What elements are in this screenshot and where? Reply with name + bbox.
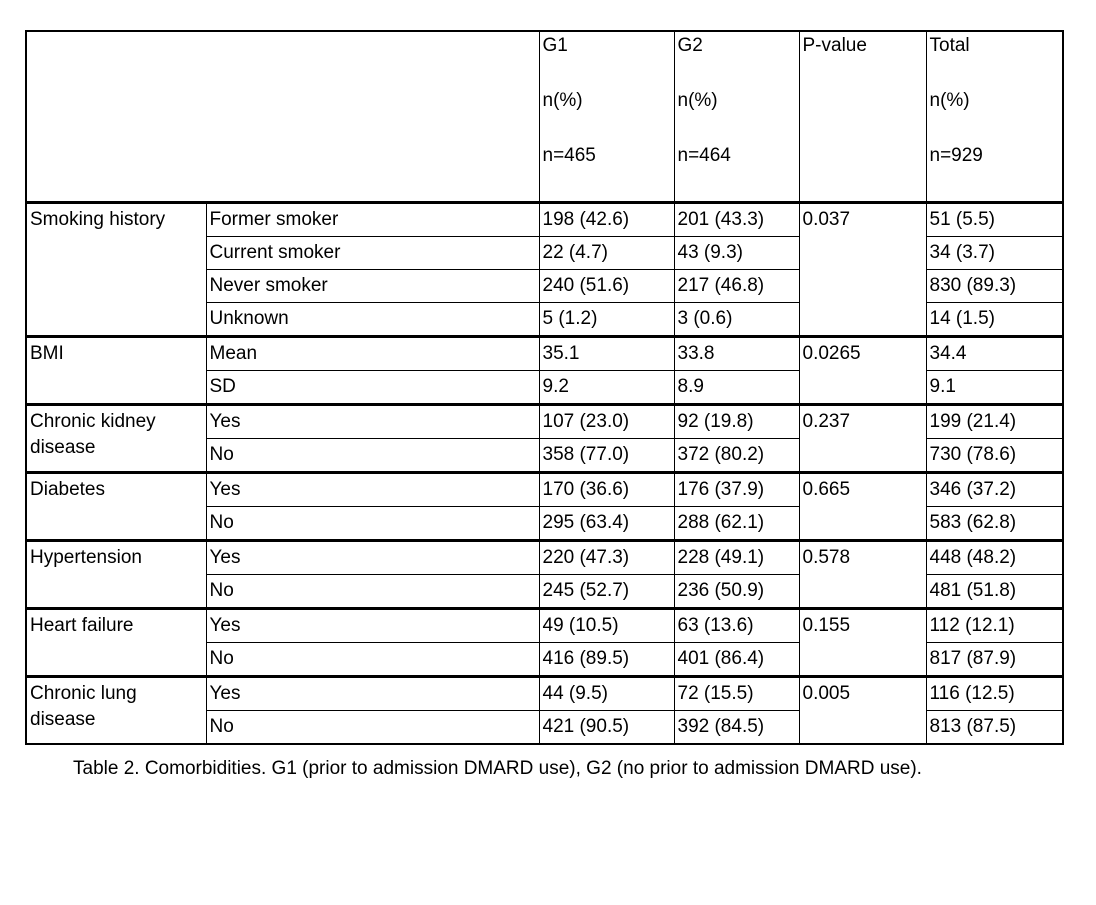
g1-cell: 240 (51.6) xyxy=(539,270,674,303)
g2-cell: 8.9 xyxy=(674,371,799,405)
g2-cell: 33.8 xyxy=(674,337,799,371)
table-row xyxy=(26,677,1063,711)
p-value-cell: 0.665 xyxy=(799,473,926,541)
section-label: BMI xyxy=(26,337,206,405)
table-row xyxy=(26,541,1063,575)
g1-cell: 5 (1.2) xyxy=(539,303,674,337)
g2-cell: 372 (80.2) xyxy=(674,439,799,473)
g2-cell: 401 (86.4) xyxy=(674,643,799,677)
section-label: Hypertension xyxy=(26,541,206,609)
p-value-cell: 0.578 xyxy=(799,541,926,609)
subcategory-cell: Never smoker xyxy=(206,270,539,303)
g2-cell: 201 (43.3) xyxy=(674,203,799,237)
table-row xyxy=(26,609,1063,643)
g1-cell: 295 (63.4) xyxy=(539,507,674,541)
subcategory-cell: Yes xyxy=(206,609,539,643)
p-value-cell: 0.0265 xyxy=(799,337,926,405)
subcategory-cell: Current smoker xyxy=(206,237,539,270)
subcategory-cell: No xyxy=(206,507,539,541)
total-cell: 51 (5.5) xyxy=(926,203,1063,237)
g2-cell: 92 (19.8) xyxy=(674,405,799,439)
subcategory-cell: No xyxy=(206,439,539,473)
subcategory-cell: Mean xyxy=(206,337,539,371)
comorbidities-table xyxy=(25,30,1064,745)
g1-cell: 170 (36.6) xyxy=(539,473,674,507)
total-cell: 813 (87.5) xyxy=(926,711,1063,745)
subcategory-cell: Unknown xyxy=(206,303,539,337)
section-label: Diabetes xyxy=(26,473,206,541)
total-cell: 34.4 xyxy=(926,337,1063,371)
total-cell: 730 (78.6) xyxy=(926,439,1063,473)
total-cell: 583 (62.8) xyxy=(926,507,1063,541)
section-label: Chronic lung disease xyxy=(26,677,206,745)
g1-cell: 35.1 xyxy=(539,337,674,371)
g1-cell: 9.2 xyxy=(539,371,674,405)
g1-cell: 245 (52.7) xyxy=(539,575,674,609)
table-row xyxy=(26,473,1063,507)
header-g2: G2 n(%) n=464 xyxy=(674,31,799,203)
subcategory-cell: Former smoker xyxy=(206,203,539,237)
g1-cell: 421 (90.5) xyxy=(539,711,674,745)
subcategory-cell: No xyxy=(206,643,539,677)
p-value-cell: 0.037 xyxy=(799,203,926,337)
subcategory-cell: No xyxy=(206,575,539,609)
header-row xyxy=(26,31,1063,203)
p-value-cell: 0.005 xyxy=(799,677,926,745)
total-cell: 346 (37.2) xyxy=(926,473,1063,507)
total-cell: 9.1 xyxy=(926,371,1063,405)
table-row xyxy=(26,203,1063,237)
g1-cell: 22 (4.7) xyxy=(539,237,674,270)
g1-cell: 416 (89.5) xyxy=(539,643,674,677)
g2-cell: 236 (50.9) xyxy=(674,575,799,609)
section-label: Heart failure xyxy=(26,609,206,677)
g1-cell: 220 (47.3) xyxy=(539,541,674,575)
header-p-value: P-value xyxy=(799,31,926,203)
g1-cell: 358 (77.0) xyxy=(539,439,674,473)
total-cell: 14 (1.5) xyxy=(926,303,1063,337)
g2-cell: 63 (13.6) xyxy=(674,609,799,643)
subcategory-cell: Yes xyxy=(206,473,539,507)
total-cell: 481 (51.8) xyxy=(926,575,1063,609)
g2-cell: 392 (84.5) xyxy=(674,711,799,745)
g2-cell: 228 (49.1) xyxy=(674,541,799,575)
g1-cell: 198 (42.6) xyxy=(539,203,674,237)
table-caption: Table 2. Comorbidities. G1 (prior to admission DMARD use), G2 (no prior to admission DMARD use). xyxy=(73,758,922,779)
p-value-cell: 0.155 xyxy=(799,609,926,677)
header-empty-cell xyxy=(26,31,539,203)
g2-cell: 217 (46.8) xyxy=(674,270,799,303)
table-row xyxy=(26,337,1063,371)
total-cell: 817 (87.9) xyxy=(926,643,1063,677)
header-total: Total n(%) n=929 xyxy=(926,31,1063,203)
section-label: Smoking history xyxy=(26,203,206,337)
total-cell: 448 (48.2) xyxy=(926,541,1063,575)
g1-cell: 49 (10.5) xyxy=(539,609,674,643)
g1-cell: 107 (23.0) xyxy=(539,405,674,439)
g1-cell: 44 (9.5) xyxy=(539,677,674,711)
subcategory-cell: Yes xyxy=(206,405,539,439)
header-g1: G1 n(%) n=465 xyxy=(539,31,674,203)
p-value-cell: 0.237 xyxy=(799,405,926,473)
subcategory-cell: Yes xyxy=(206,541,539,575)
subcategory-cell: SD xyxy=(206,371,539,405)
total-cell: 199 (21.4) xyxy=(926,405,1063,439)
g2-cell: 288 (62.1) xyxy=(674,507,799,541)
g2-cell: 3 (0.6) xyxy=(674,303,799,337)
total-cell: 116 (12.5) xyxy=(926,677,1063,711)
subcategory-cell: No xyxy=(206,711,539,745)
g2-cell: 176 (37.9) xyxy=(674,473,799,507)
g2-cell: 72 (15.5) xyxy=(674,677,799,711)
table-row xyxy=(26,405,1063,439)
section-label: Chronic kidney disease xyxy=(26,405,206,473)
total-cell: 112 (12.1) xyxy=(926,609,1063,643)
total-cell: 34 (3.7) xyxy=(926,237,1063,270)
total-cell: 830 (89.3) xyxy=(926,270,1063,303)
g2-cell: 43 (9.3) xyxy=(674,237,799,270)
subcategory-cell: Yes xyxy=(206,677,539,711)
